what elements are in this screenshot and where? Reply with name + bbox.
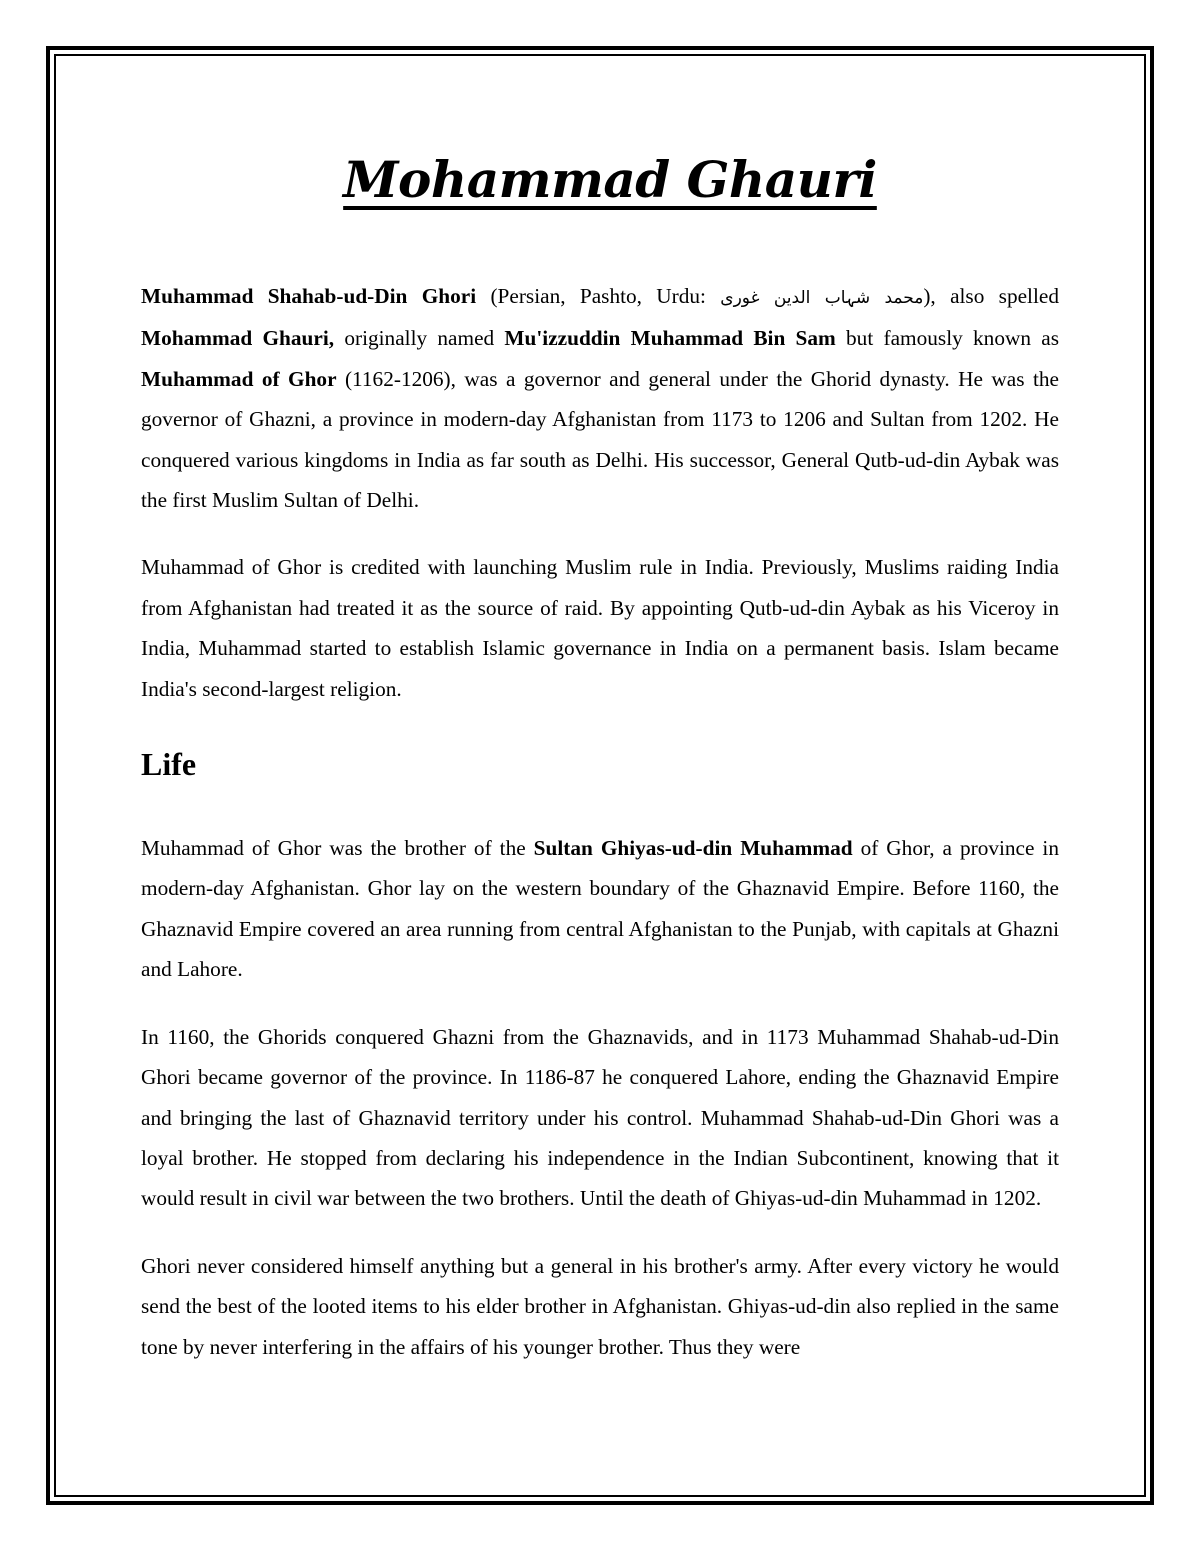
intro-lang-open: (Persian, Pashto, Urdu:	[476, 284, 721, 308]
intro-alt-name: Mohammad Ghauri,	[141, 326, 335, 351]
intro-after-arabic: ), also spelled	[923, 284, 1059, 308]
intro-famously: but famously known as	[835, 326, 1059, 351]
intro-originally: originally named	[334, 326, 505, 351]
life-paragraph-3: Ghori never considered himself anything but a general in his brother's army. After every victory he would send the best of the looted items to his elder brother in Afghanistan. Ghiyas-ud-din also replied in the same tone by never interfering in the affairs of his younger brother. Thus they were	[141, 1253, 1059, 1359]
life-heading: Life	[141, 746, 197, 782]
life-paragraph-1	[141, 828, 1059, 990]
intro-arabic-name: محمد شہاب الدین غوری	[720, 288, 924, 308]
intro-name: Muhammad Shahab-ud-Din Ghori	[141, 284, 477, 308]
life1-bold-name: Sultan Ghiyas-ud-din Muhammad	[533, 836, 853, 861]
life-paragraph-2: In 1160, the Ghorids conquered Ghazni from the Ghaznavids, and in 1173 Muhammad Shahab-ud-Din Ghori became governor of the province. In 1186-87 he conquered Lahore, ending the Ghaznavid Empire and bringing the last of Ghaznavid territory under his control. Muhammad Shahab-ud-Din Ghori was a loyal brother. He stopped from declaring his independence in the Indian Subcontinent, knowing that it would result in civil war between the two brothers. Until the death of Ghiyas-ud-din Muhammad in 1202.	[141, 1024, 1059, 1211]
life1-before: Muhammad of Ghor was the brother of the	[141, 836, 534, 861]
intro-rest: (1162-1206), was a governor and general under the Ghorid dynasty. He was the governor of Ghazni, a province in modern-day Afghanistan from 1173 to 1206 and Sultan from 1202. He conquered various kingdoms in India as far south as Delhi. His successor, General Qutb-ud-din Aybak was the first Muslim Sultan of Delhi.	[141, 366, 1059, 513]
document-body	[141, 140, 1059, 1367]
document-title: Mohammad Ghauri	[343, 150, 877, 209]
intro-original-name: Mu'izzuddin Muhammad Bin Sam	[504, 326, 836, 351]
intro-paragraph	[141, 276, 1059, 520]
life1-after: of Ghor, a province in modern-day Afghanistan. Ghor lay on the western boundary of the Ghaznavid Empire. Before 1160, the Ghaznavid Empire covered an area running from central Afghanistan to the Punjab, with capitals at Ghazni and Lahore.	[141, 836, 1060, 982]
intro-known-name: Muhammad of Ghor	[141, 366, 337, 391]
rule-paragraph: Muhammad of Ghor is credited with launching Muslim rule in India. Previously, Muslims raiding India from Afghanistan had treated it as the source of raid. By appointing Qutb-ud-din Aybak as his Viceroy in India, Muhammad started to establish Islamic governance in India on a permanent basis. Islam became India's second-largest religion.	[141, 555, 1059, 701]
